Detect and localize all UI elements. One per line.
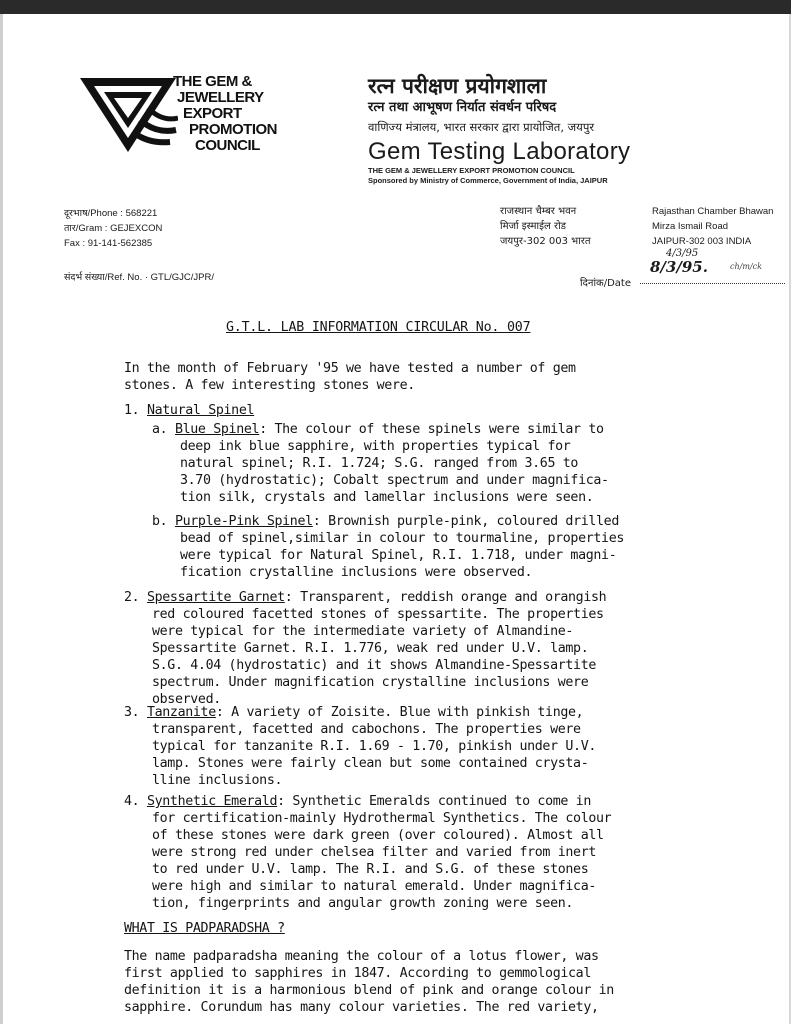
item-prefix: a. xyxy=(152,422,168,437)
item-heading: Spessartite Garnet xyxy=(146,590,285,605)
item-heading: Blue Spinel xyxy=(174,422,260,437)
item-prefix: 4. xyxy=(124,794,140,809)
date-label: दिनांक/Date xyxy=(580,278,631,289)
item-1-heading xyxy=(124,403,254,420)
item-line: were high and similar to natural emerald. Under magnifica- xyxy=(152,879,597,894)
item-prefix: 3. xyxy=(124,705,140,720)
item-line: 3.70 (hydrostatic); Cobalt spectrum and under magnifica- xyxy=(180,473,609,488)
final-line: first applied to sapphires in 1847. According to gemmological xyxy=(124,966,591,981)
item-line: tion, fingerprints and angular growth zoning were seen. xyxy=(152,896,574,911)
item-line: deep ink blue sapphire, with properties typical for xyxy=(180,439,571,454)
sponsor-line: Sponsored by Ministry of Commerce, Government of India, JAIPUR xyxy=(368,176,608,185)
item-line: red coloured facetted stones of spessartite. The properties xyxy=(152,607,604,622)
address-line: Mirza Ismail Road xyxy=(652,221,729,232)
lab-title: Gem Testing Laboratory xyxy=(368,138,631,165)
final-line: The name padparadsha meaning the colour of a lotus flower, was xyxy=(124,949,599,964)
address-hindi xyxy=(500,204,591,249)
circular-title: G.T.L. LAB INFORMATION CIRCULAR No. 007 xyxy=(226,320,531,335)
item-1b-first xyxy=(152,514,619,531)
item-3-first xyxy=(124,705,583,722)
hindi-council: रत्न तथा आभूषण निर्यात संवर्धन परिषद xyxy=(368,100,557,115)
logo-line: THE GEM & xyxy=(173,73,252,90)
item-prefix: b. xyxy=(152,514,168,529)
item-text: : Brownish purple-pink, coloured drilled xyxy=(312,514,619,529)
address-line: राजस्थान चैम्बर भवन xyxy=(500,206,577,217)
item-line: of these stones were dark green (over coloured). Almost all xyxy=(152,828,604,843)
section-heading: WHAT IS PADPARADSHA ? xyxy=(124,921,285,936)
address-line: मिर्जा इस्माईल रोड xyxy=(500,221,567,232)
final-line: sapphire. Corundum has many colour varieties. The red variety, xyxy=(124,1000,599,1015)
intro-line: In the month of February '95 we have tested a number of gem xyxy=(124,361,576,376)
council-name: THE GEM & JEWELLERY EXPORT PROMOTION COUNCIL xyxy=(368,166,575,175)
item-line: Spessartite Garnet. R.I. 1.776, weak red under U.V. lamp. xyxy=(152,641,589,656)
item-line: bead of spinel,similar in colour to tourmaline, properties xyxy=(180,531,625,546)
item-line: to red under U.V. lamp. The R.I. and S.G. of these stones xyxy=(152,862,589,877)
item-line: observed. xyxy=(152,692,221,707)
council-logo xyxy=(78,72,308,162)
fax-number: Fax : 91-141-562385 xyxy=(64,238,153,249)
item-line: lline inclusions. xyxy=(152,773,283,788)
item-title: Natural Spinel xyxy=(146,403,255,418)
item-heading: Tanzanite xyxy=(146,705,216,720)
item-line: S.G. 4.04 (hydrostatic) and it shows Almandine-Spessartite xyxy=(152,658,597,673)
item-prefix: 2. xyxy=(124,590,140,605)
address-line: जयपुर-302 003 भारत xyxy=(500,236,591,247)
council-emblem-icon xyxy=(78,72,178,162)
hindi-ministry: वाणिज्य मंत्रालय, भारत सरकार द्वारा प्रायोजित, जयपुर xyxy=(368,120,595,134)
item-number: 1. xyxy=(124,403,140,418)
item-2-first xyxy=(124,590,606,607)
item-line: were typical for Natural Spinel, R.I. 1.718, under magni- xyxy=(180,548,617,563)
reference-number: संदर्भ संख्या/Ref. No. · GTL/GJC/JPR/ xyxy=(64,272,215,283)
item-text: : Transparent, reddish orange and orangish xyxy=(284,590,607,605)
date-value: 8/3/95. xyxy=(650,258,708,276)
logo-line: PROMOTION xyxy=(189,121,277,138)
item-line: tion silk, crystals and lamellar inclusions were seen. xyxy=(180,490,594,505)
address-english xyxy=(652,204,773,259)
address-line: JAIPUR-302 003 INDIA xyxy=(652,236,752,247)
item-1a-first xyxy=(152,422,604,439)
item-text: : The colour of these spinels were similar to xyxy=(259,422,604,437)
item-text: : A variety of Zoisite. Blue with pinkish tinge, xyxy=(215,705,584,720)
item-line: for certification-mainly Hydrothermal Synthetics. The colour xyxy=(152,811,612,826)
item-text: : Synthetic Emeralds continued to come in xyxy=(277,794,591,809)
hindi-title: रत्न परीक्षण प्रयोगशाला xyxy=(368,74,547,98)
handwritten-date: 4/3/95 xyxy=(666,248,699,259)
phone-number: दूरभाष/Phone : 568221 xyxy=(64,208,158,219)
intro-line: stones. A few interesting stones were. xyxy=(124,378,415,393)
gram-address: तार/Gram : GEJEXCON xyxy=(64,223,163,234)
item-heading: Synthetic Emerald xyxy=(146,794,278,809)
scan-top-border xyxy=(0,0,791,14)
logo-line: COUNCIL xyxy=(195,137,260,154)
logo-line: JEWELLERY xyxy=(177,89,264,106)
item-line: typical for tanzanite R.I. 1.69 - 1.70, pinkish under U.V. xyxy=(152,739,597,754)
address-line: Rajasthan Chamber Bhawan xyxy=(652,206,774,217)
item-line: fication crystalline inclusions were observed. xyxy=(180,565,533,580)
item-line: were strong red under chelsea filter and varied from inert xyxy=(152,845,597,860)
logo-line: EXPORT xyxy=(183,105,242,122)
contact-block xyxy=(64,206,162,251)
letterhead xyxy=(368,74,658,186)
final-line: definition it is a harmonious blend of pink and orange colour in xyxy=(124,983,614,998)
item-line: natural spinel; R.I. 1.724; S.G. ranged from 3.65 to xyxy=(180,456,579,471)
item-line: transparent, facetted and cabochons. The properties were xyxy=(152,722,581,737)
item-line: lamp. Stones were fairly clean but some contained crysta- xyxy=(152,756,589,771)
item-line: spectrum. Under magnification crystalline inclusions were xyxy=(152,675,589,690)
item-line: were typical for the intermediate variety of Almandine- xyxy=(152,624,574,639)
date-annotation: ch/m/ck xyxy=(730,262,762,271)
item-4-first xyxy=(124,794,591,811)
logo-wordmark xyxy=(173,74,277,154)
date-dotted-line xyxy=(640,283,785,284)
item-heading: Purple-Pink Spinel xyxy=(174,514,313,529)
scan-left-edge xyxy=(0,14,3,1024)
